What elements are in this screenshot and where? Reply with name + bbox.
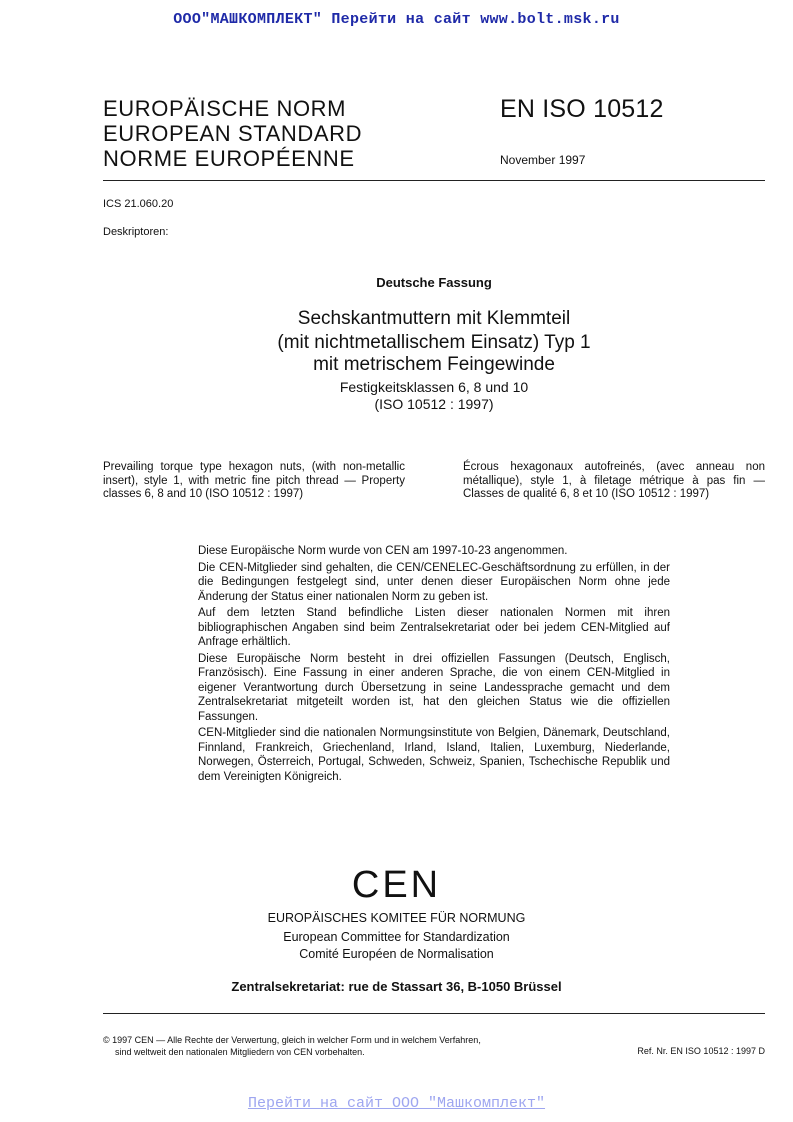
- document-subtitle-line-2: (ISO 10512 : 1997): [374, 396, 494, 412]
- document-title-line-3: mit metrischem Feingewinde: [313, 354, 555, 375]
- intro-text: [198, 544, 670, 786]
- intro-paragraph-2: Die CEN-Mitglieder sind gehalten, die CEN/CENELEC-Geschäftsordnung zu erfüllen, in der die Bedingungen festgelegt sind, unter denen dieser Europäischen Norm ohne jede Änderung der Status einer nationalen Norm zu geben ist.: [198, 561, 670, 603]
- ics-code: ICS 21.060.20: [103, 198, 174, 210]
- copyright-notice: [103, 1034, 481, 1058]
- descriptors-label: Deskriptoren:: [103, 226, 169, 238]
- secretariat-address: Zentralsekretariat: rue de Stassart 36, B-1050 Brüssel: [231, 979, 562, 994]
- norm-title-fr: NORME EUROPÉENNE: [103, 146, 355, 171]
- norm-title-de: EUROPÄISCHE NORM: [103, 96, 347, 121]
- document-title-line-1: Sechskantmuttern mit Klemmteil: [297, 308, 571, 329]
- org-name-en: European Committee for Standardization: [283, 930, 510, 944]
- header-divider: [103, 180, 765, 181]
- intro-paragraph-5: CEN-Mitglieder sind die nationalen Normungsinstitute von Belgien, Dänemark, Deutschland, Finnland, Frankreich, Griechenland, Irland, Island, Italien, Luxemburg, Niederlande, Norwegen, Österreich, Portugal, Schweden, Schweiz, Spanien, Tschechische Republik und dem Vereinigten Königreich.: [198, 727, 670, 783]
- document-title-line-2: (mit nichtmetallischem Einsatz) Typ 1: [277, 332, 591, 353]
- norm-title-en: EUROPEAN STANDARD: [103, 121, 363, 146]
- org-name-fr: Comité Européen de Normalisation: [299, 947, 494, 961]
- copyright-line-2: sind weltweit den nationalen Mitgliedern von CEN vorbehalten.: [115, 1047, 365, 1057]
- french-title: Écrous hexagonaux autofreinés, (avec anneau non métallique), style 1, à filetage métrique à pas fin — Classes de qualité 6, 8 et 10 (ISO 10512 : 1997): [463, 461, 765, 500]
- cen-logo: CEN: [351, 864, 442, 906]
- bottom-site-link[interactable]: Перейти на сайт ООО "Машкомплект": [247, 1095, 546, 1112]
- top-site-link[interactable]: ООО"МАШКОМПЛЕКТ" Перейти на сайт www.bolt.msk.ru: [173, 11, 620, 28]
- footer-divider: [103, 1013, 765, 1014]
- intro-paragraph-3: Auf dem letzten Stand befindliche Listen dieser nationalen Normen mit ihren bibliographischen Angaben sind beim Zentralsekretariat oder bei jedem CEN-Mitglied auf Anfrage erhältlich.: [198, 607, 670, 648]
- english-title: Prevailing torque type hexagon nuts, (with non-metallic insert), style 1, with metric fine pitch thread — Property classes 6, 8 and 10 (ISO 10512 : 1997): [103, 461, 405, 500]
- reference-number: Ref. Nr. EN ISO 10512 : 1997 D: [637, 1046, 765, 1056]
- version-label: Deutsche Fassung: [376, 275, 492, 290]
- standard-number: EN ISO 10512: [500, 95, 664, 123]
- publication-date: November 1997: [500, 153, 586, 167]
- intro-paragraph-4: Diese Europäische Norm besteht in drei offiziellen Fassungen (Deutsch, Englisch, Französisch). Eine Fassung in einer anderen Sprache, die von einem CEN-Mitglied in eigener Verantwortung durch Übersetzung in seine Landessprache gemacht und dem Zentralsekretariat mitgeteilt worden ist, hat den gleichen Status wie die offiziellen Fassungen.: [198, 652, 670, 723]
- document-subtitle-line-1: Festigkeitsklassen 6, 8 und 10: [339, 379, 529, 395]
- copyright-line-1: © 1997 CEN — Alle Rechte der Verwertung, gleich in welcher Form und in welchem Verfahren,: [103, 1035, 481, 1045]
- org-name-de: EUROPÄISCHES KOMITEE FÜR NORMUNG: [267, 911, 526, 925]
- intro-paragraph-1: Diese Europäische Norm wurde von CEN am 1997-10-23 angenommen.: [198, 545, 568, 557]
